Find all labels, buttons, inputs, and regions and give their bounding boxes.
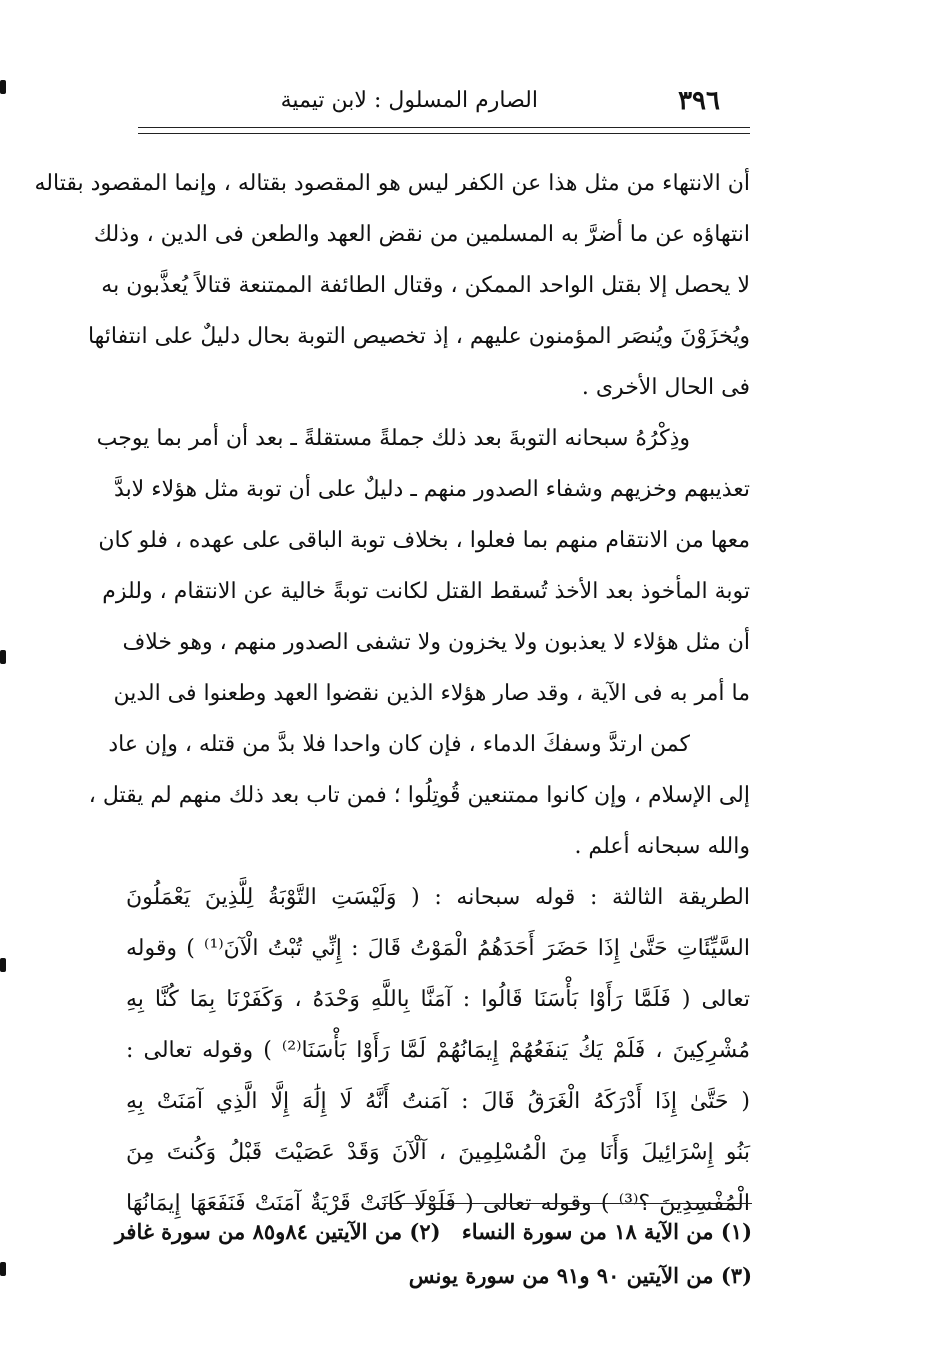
body-line: بَنُو إِسْرَائِيلَ وَأَنَا مِنَ الْمُسْلِمِينَ ، آلْآنَ وَقَدْ عَصَيْتَ قَبْلُ وَكُنتَ مِنَ: [126, 1140, 750, 1165]
body-line: ( حَتَّىٰ إِذَا أَدْرَكَهُ الْغَرَقُ قَالَ : آمَنتُ أَنَّهُ لَا إِلَٰهَ إِلَّا الَّذِي آمَنَتْ بِهِ: [126, 1089, 750, 1114]
scan-edge-mark: [0, 650, 6, 664]
body-line: انتهاؤه عن ما أضرَّ به المسلمين من نقض العهد والطعن فى الدين ، وذلك: [93, 222, 750, 247]
running-title: الصارم المسلول : لابن تيمية: [280, 88, 538, 113]
body-line: أن الانتهاء من مثل هذا عن الكفر ليس هو المقصود بقتاله ، وإنما المقصود بقتاله: [34, 171, 750, 196]
scan-edge-mark: [0, 80, 6, 94]
body-line: ويُخزَوْنَ ويُنصَر المؤمنون عليهم ، إذ تخصيص التوبة بحال دليلٌ على انتفائها: [87, 324, 750, 349]
body-line: الْمُفْسِدِينَ ؟⁽³⁾ ) وقوله تعالى ( فَلَوْلَا كَانَتْ قَرْيَةٌ آمَنَتْ فَنَفَعَهَا إِيمَانُهَا: [126, 1191, 750, 1216]
body-line: والله سبحانه أعلم .: [574, 834, 750, 859]
scan-edge-mark: [0, 958, 6, 972]
body-line: الطريقة الثالثة : قوله سبحانه : ( وَلَيْسَتِ التَّوْبَةُ لِلَّذِينَ يَعْمَلُونَ: [126, 885, 750, 910]
body-text: [34, 158, 751, 1229]
footnote-rule: [382, 1203, 752, 1204]
footnote-line: [114, 1210, 752, 1254]
body-line: كمن ارتدَّ وسفكَ الدماء ، فإن كان واحدا فلا بدَّ من قتله ، وإن عاد: [108, 732, 690, 757]
body-line: تعالى ( فَلَمَّا رَأَوْا بَأْسَنَا قَالُوا : آمَنَّا بِاللَّهِ وَحْدَهُ ، وَكَفَرْنَا بِمَا كُنَّا بِهِ: [126, 987, 750, 1012]
body-line: إلى الإسلام ، وإن كانوا ممتنعين قُوتِلُوا ؛ فمن تاب بعد ذلك منهم لم يقتل ،: [88, 783, 750, 808]
body-line: توبة المأخوذ بعد الأخذ تُسقط القتل لكانت توبةً خالية عن الانتقام ، وللزم: [102, 579, 750, 604]
body-line: تعذيبهم وخزيهم وشفاء الصدور منهم ـ دليلٌ على أن توبة مثل هؤلاء لابدَّ: [114, 477, 750, 502]
body-line: ما أمر به فى الآية ، وقد صار هؤلاء الذين نقضوا العهد وطعنوا فى الدين: [113, 681, 750, 706]
body-line: فى الحال الأخرى .: [581, 375, 750, 400]
footnote-3: (٣) من الآيتين ٩٠ و٩١ من سورة يونس: [408, 1263, 752, 1288]
scan-edge-mark: [0, 1262, 6, 1276]
header-rule-top: [138, 127, 750, 128]
footnote-line: [120, 1254, 752, 1298]
body-line: مُشْرِكِينَ ، فَلَمْ يَكُ يَنفَعُهُمْ إِيمَانُهُمْ لَمَّا رَأَوْا بَأْسَنَا⁽²⁾ ) وقوله تعالى :: [126, 1038, 751, 1063]
page-number: ٣٩٦: [678, 86, 720, 116]
body-line: السَّيِّئَاتِ حَتَّىٰ إِذَا حَضَرَ أَحَدَهُمُ الْمَوْتُ قَالَ : إِنِّي تُبْتُ الْآنَ⁽¹⁾ ) وقوله: [126, 936, 750, 961]
body-line: لا يحصل إلا بقتل الواحد الممكن ، وقتال الطائفة الممتنعة قتالاً يُعذَّبون به: [101, 273, 750, 298]
page-header: [138, 86, 738, 126]
footnote-1: (١) من الآية ١٨ من سورة النساء: [461, 1219, 752, 1244]
body-line: معها من الانتقام منهم بما فعلوا ، بخلاف توبة الباقى على عهده ، فلو كان: [98, 528, 750, 553]
body-line: أن مثل هؤلاء لا يعذبون ولا يخزون ولا تشفى الصدور منهم ، وهو خلاف: [122, 630, 750, 655]
header-rule-bottom: [138, 133, 750, 134]
footnotes: [114, 1210, 752, 1298]
body-line: وذِكْرُهُ سبحانه التوبةَ بعد ذلك جملةً مستقلةً ـ بعد أن أمر بما يوجب: [96, 426, 690, 451]
footnote-2: (٢) من الآيتين ٨٤و٨٥ من سورة غافر: [114, 1219, 441, 1244]
